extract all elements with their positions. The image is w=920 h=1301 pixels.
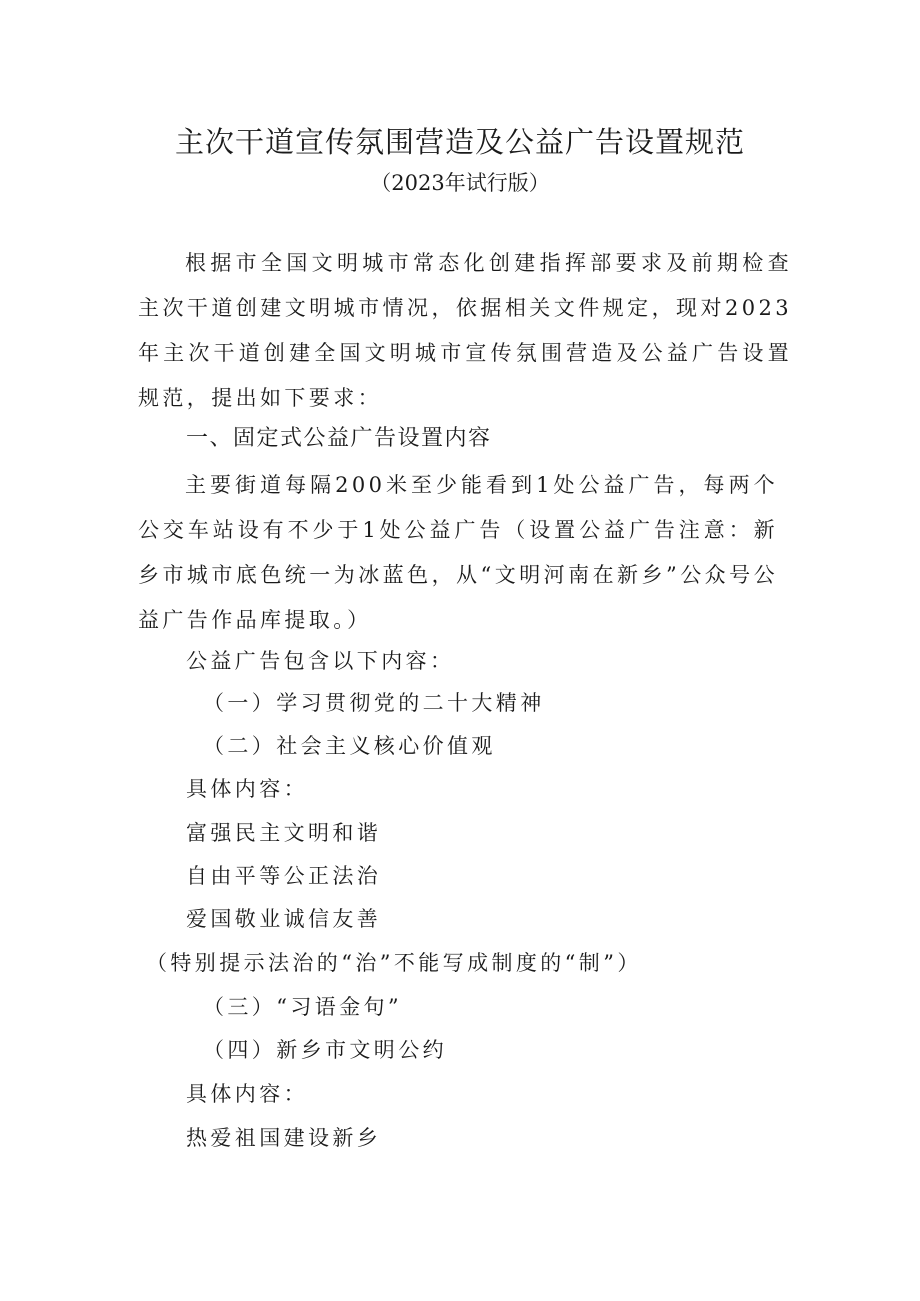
section1-paragraph: 主要街道每隔200米至少能看到1处公益广告，每两个公交车站设有不少于1处公益广告（设置公益广告注意：新乡市城市底色统一为冰蓝色，从“文明河南在新乡”公众号公益广告作品库提取。）	[138, 473, 778, 632]
list-item-4: （四）新乡市文明公约	[203, 1038, 447, 1062]
specific-content-label: 具体内容：	[186, 777, 308, 801]
values-line-1: 富强民主文明和谐	[186, 821, 382, 845]
intro-paragraph: 根据市全国文明城市常态化创建指挥部要求及前期检查主次干道创建文明城市情况，依据相关文件规定，现对2023年主次干道创建全国文明城市宣传氛围营造及公益广告设置规范，提出如下要求：	[138, 251, 792, 410]
contents-label: 公益广告包含以下内容：	[186, 649, 455, 673]
values-line-2: 自由平等公正法治	[186, 864, 382, 888]
list-item-2: （二）社会主义核心价值观	[203, 734, 496, 758]
values-line-3: 爱国敬业诚信友善	[186, 907, 382, 931]
document-subtitle: （2023年试行版）	[370, 171, 550, 195]
specific-content-label-2: 具体内容：	[186, 1082, 308, 1106]
special-note: （特别提示法治的“治”不能写成制度的“制”）	[146, 951, 642, 975]
pact-line-1: 热爱祖国建设新乡	[186, 1126, 382, 1150]
document-title: 主次干道宣传氛围营造及公益广告设置规范	[174, 125, 745, 159]
section-heading-1: 一、固定式公益广告设置内容	[186, 426, 492, 451]
list-item-1: （一）学习贯彻党的二十大精神	[203, 691, 545, 715]
list-item-3: （三）“习语金句”	[203, 995, 403, 1019]
